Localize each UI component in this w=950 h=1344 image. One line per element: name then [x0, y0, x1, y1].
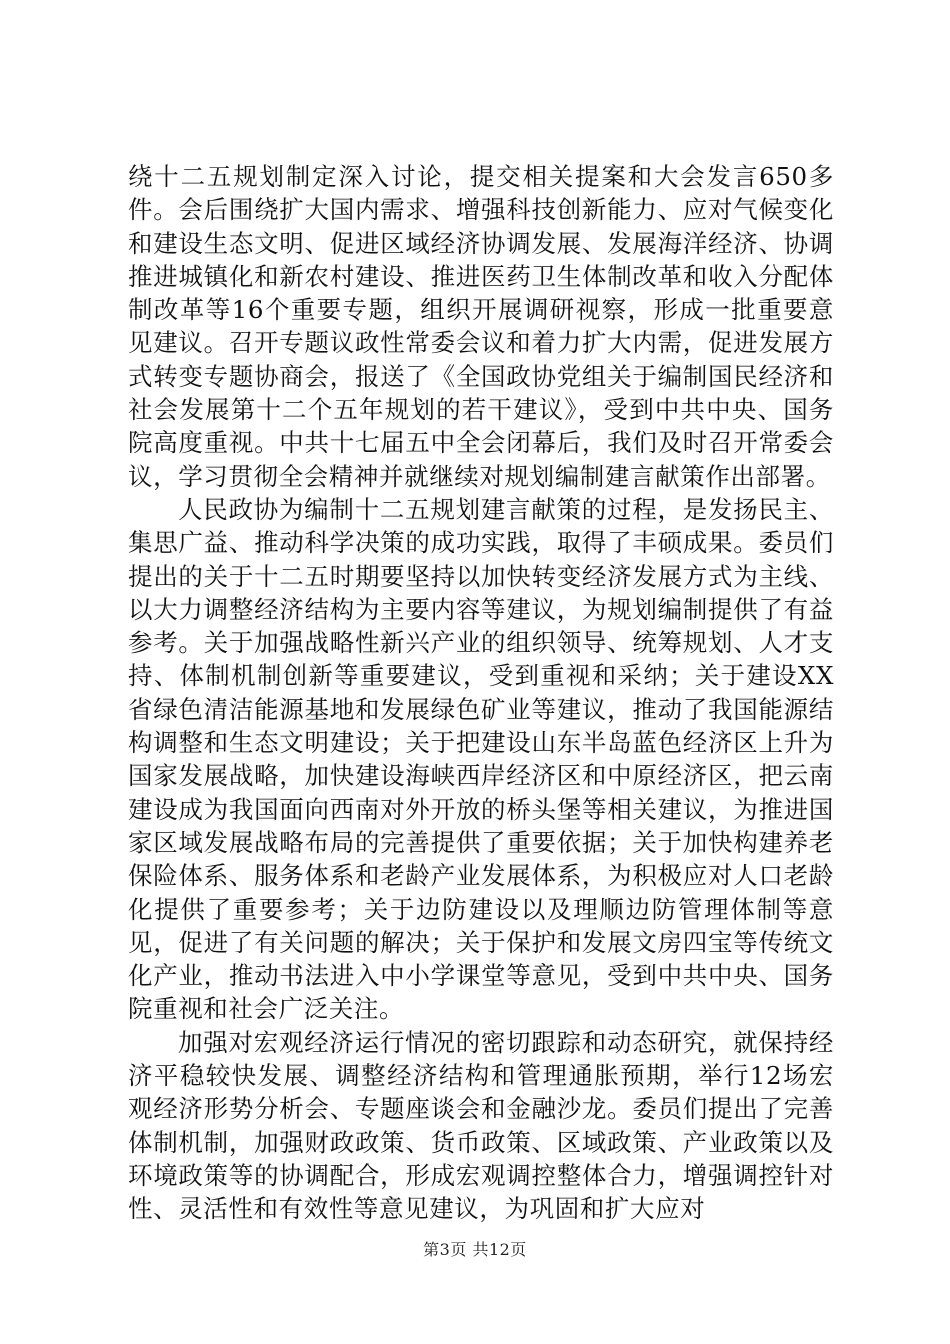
paragraph-macroeconomy: 加强对宏观经济运行情况的密切跟踪和动态研究，就保持经济平稳较快发展、调整经济结构和管理通胀预期，举行12场宏观经济形势分析会、专题座谈会和金融沙龙。委员们提出了完善体制机制，加强财政政策、货币政策、区域政策、产业政策以及环境政策等的协调配合，形成宏观调控整体合力，增强调控针对性、灵活性和有效性等意见建议，为巩固和扩大应对 [128, 1027, 834, 1224]
paragraph-achievements: 人民政协为编制十二五规划建言献策的过程，是发扬民主、集思广益、推动科学决策的成功实践，取得了丰硕成果。委员们提出的关于十二五时期要坚持以加快转变经济发展方式为主线、以大力调整经济结构为主要内容等建议，为规划编制提供了有益参考。关于加强战略性新兴产业的组织领导、统筹规划、人才支持、体制机制创新等重要建议，受到重视和采纳；关于建设XX省绿色清洁能源基地和发展绿色矿业等建议，推动了我国能源结构调整和生态文明建设；关于把建设山东半岛蓝色经济区上升为国家发展战略，加快建设海峡西岸经济区和中原经济区，把云南建设成为我国面向西南对外开放的桥头堡等相关建议，为推进国家区域发展战略布局的完善提供了重要依据；关于加快构建养老保险体系、服务体系和老龄产业发展体系，为积极应对人口老龄化提供了重要参考；关于边防建设以及理顺边防管理体制等意见，促进了有关问题的解决；关于保护和发展文房四宝等传统文化产业，推动书法进入中小学课堂等意见，受到中共中央、国务院重视和社会广泛关注。 [128, 494, 834, 1024]
page-number-footer: 第3页 共12页 [423, 1240, 527, 1259]
paragraph-continued: 绕十二五规划制定深入讨论，提交相关提案和大会发言650多件。会后围绕扩大国内需求、增强科技创新能力、应对气候变化和建设生态文明、促进区域经济协调发展、发展海洋经济、协调推进城镇化和新农村建设、推进医药卫生体制改革和收入分配体制改革等16个重要专题，组织开展调研视察，形成一批重要意见建议。召开专题议政性常委会议和着力扩大内需，促进发展方式转变专题协商会，报送了《全国政协党组关于编制国民经济和社会发展第十二个五年规划的若干建议》，受到中共中央、国务院高度重视。中共十七届五中全会闭幕后，我们及时召开常委会议，学习贯彻全会精神并就继续对规划编制建言献策作出部署。 [128, 162, 834, 491]
document-body [128, 160, 834, 1226]
